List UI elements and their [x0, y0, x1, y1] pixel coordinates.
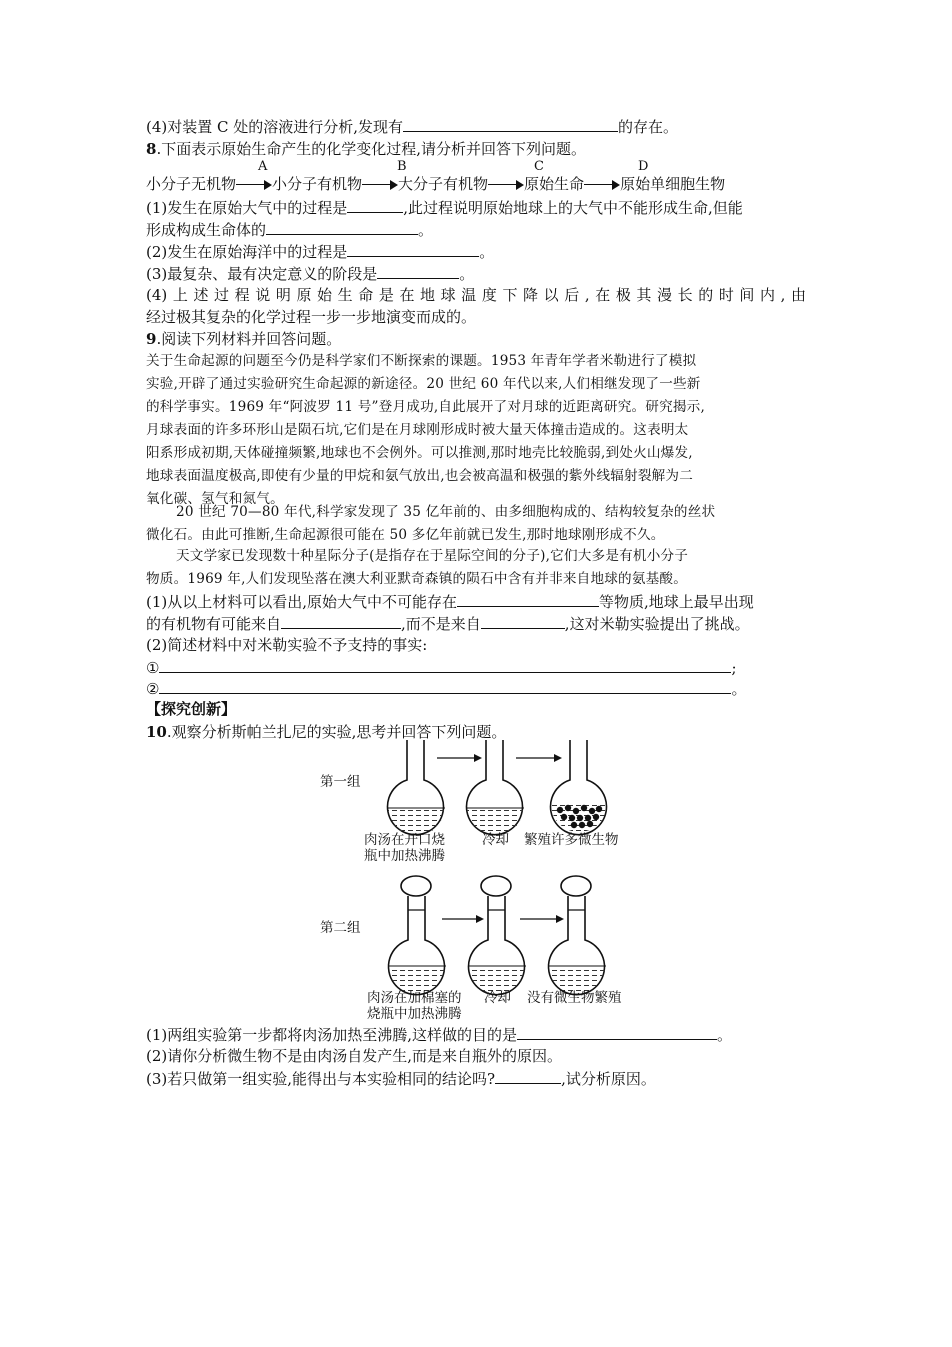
answer-blank[interactable] [377, 263, 459, 279]
material-line: 20 世纪 70—80 年代,科学家发现了 35 亿年前的、由多细胞构成的、结构较复杂的丝状 [176, 504, 716, 520]
flow-label-c: C [534, 159, 544, 174]
g2-caption-step3: 没有微生物繁殖 [527, 990, 622, 1006]
flow-node: 原始单细胞生物 [620, 175, 726, 193]
q8-stem: 8.下面表示原始生命产生的化学变化过程,请分析并回答下列问题。 [146, 140, 586, 158]
flow-node: 小分子有机物 [272, 175, 363, 193]
q8-sub4-cont: 经过极其复杂的化学过程一步一步地演变而成的。 [146, 308, 477, 326]
group1-label: 第一组 [320, 774, 361, 790]
q9-answer-2: ② 。 [146, 680, 747, 698]
answer-blank[interactable] [495, 1068, 561, 1084]
material-line: 氧化碳、氢气和氮气。 [146, 491, 284, 507]
q10-sub3: (3)若只做第一组实验,能得出与本实验相同的结论吗? ,试分析原因。 [146, 1070, 656, 1088]
flow-label-a: A [258, 159, 268, 174]
answer-blank[interactable] [517, 1024, 717, 1040]
flask-open-microbes [551, 740, 608, 835]
material-line: 物质。1969 年,人们发现坠落在澳大利亚默奇森镇的陨石中含有并非来自地球的氨基酸。 [146, 571, 688, 587]
g1-caption-step3: 繁殖许多微生物 [524, 832, 619, 848]
g1-caption-step1-cont: 瓶中加热沸腾 [364, 848, 445, 864]
flask-plugged-3 [548, 876, 606, 995]
g2-caption-step1-cont: 烧瓶中加热沸腾 [367, 1006, 462, 1022]
q8-sub2: (2)发生在原始海洋中的过程是 。 [146, 243, 495, 261]
arrow-right-icon [362, 179, 398, 191]
flow-node: 大分子有机物 [398, 175, 489, 193]
flask-plugged-2 [468, 876, 526, 995]
q8-sub1-cont: 形成构成生命体的 。 [146, 221, 434, 239]
material-line: 的科学事实。1969 年“阿波罗 11 号”登月成功,自此展开了对月球的近距离研究。研究揭示, [146, 399, 705, 415]
g1-caption-step2: 冷却 [482, 832, 509, 848]
answer-blank[interactable] [281, 613, 401, 629]
answer-line[interactable] [159, 657, 731, 673]
material-line: 实验,开辟了通过实验研究生命起源的新途径。20 世纪 60 年代以来,人们相继发现了一些新 [146, 376, 701, 392]
material-line: 天文学家已发现数十种星际分子(是指存在于星际空间的分子),它们大多是有机小分子 [176, 548, 689, 564]
q8-flow-diagram [146, 160, 826, 196]
answer-blank[interactable] [266, 219, 418, 235]
flask-diagram [312, 738, 642, 1022]
flow-node: 小分子无机物 [146, 175, 237, 193]
answer-blank[interactable] [403, 116, 618, 132]
flow-label-d: D [638, 159, 649, 174]
q9-sub1-cont: 的有机物有可能来自 ,而不是来自 ,这对米勒实验提出了挑战。 [146, 615, 750, 633]
q9-answer-1: ① ; [146, 659, 737, 677]
answer-blank[interactable] [347, 241, 479, 257]
material-line: 阳系形成初期,天体碰撞频繁,地球也不会例外。可以推测,那时地壳比较脆弱,到处火山爆发, [146, 445, 693, 461]
g2-caption-step2: 冷却 [484, 990, 511, 1006]
q9-sub2: (2)简述材料中对米勒实验不予支持的事实: [146, 636, 428, 654]
q9-stem: 9.阅读下列材料并回答问题。 [146, 330, 342, 348]
flow-label-b: B [397, 159, 407, 174]
q10-sub2: (2)请你分析微生物不是由肉汤自发产生,而是来自瓶外的原因。 [146, 1047, 563, 1065]
material-line: 地球表面温度极高,即使有少量的甲烷和氨气放出,也会被高温和极强的紫外线辐射裂解为二 [146, 468, 693, 484]
material-line: 月球表面的许多环形山是陨石坑,它们是在月球刚形成时被大量天体撞击造成的。这表明太 [146, 422, 689, 438]
q8-sub4: (4)上述过程说明原始生命是在地球温度下降以后,在极其漫长的时间内,由 [146, 286, 806, 304]
experiment-figure [312, 738, 642, 1022]
flask-plugged-1 [388, 876, 446, 995]
section-title: 【探究创新】 [146, 700, 237, 718]
q7-part4: (4)对装置 C 处的溶液进行分析,发现有 的存在。 [146, 118, 679, 136]
g1-caption-step1: 肉汤在开口烧 [364, 832, 445, 848]
q10-stem: 10.观察分析斯帕兰扎尼的实验,思考并回答下列问题。 [146, 723, 507, 741]
q10-sub1: (1)两组实验第一步都将肉汤加热至沸腾,这样做的目的是 。 [146, 1026, 733, 1044]
flask-open-1 [387, 740, 445, 836]
arrow-right-icon [236, 179, 272, 191]
flow-node: 原始生命 [524, 175, 585, 193]
answer-blank[interactable] [457, 591, 599, 607]
arrow-right-icon [488, 179, 524, 191]
group2-label: 第二组 [320, 920, 361, 936]
q8-sub3: (3)最复杂、最有决定意义的阶段是 。 [146, 265, 475, 283]
q9-sub1: (1)从以上材料可以看出,原始大气中不可能存在 等物质,地球上最早出现 [146, 593, 754, 611]
g2-caption-step1: 肉汤在加棉塞的 [367, 990, 462, 1006]
answer-blank[interactable] [481, 613, 565, 629]
answer-line[interactable] [159, 678, 731, 694]
answer-blank[interactable] [347, 197, 403, 213]
material-line: 微化石。由此可推断,生命起源很可能在 50 多亿年前就已发生,那时地球刚形成不久。 [146, 527, 665, 543]
arrow-right-icon [584, 179, 620, 191]
material-line: 关于生命起源的问题至今仍是科学家们不断探索的课题。1953 年青年学者米勒进行了模拟 [146, 353, 697, 369]
q8-sub1: (1)发生在原始大气中的过程是 ,此过程说明原始地球上的大气中不能形成生命,但能 [146, 199, 743, 217]
